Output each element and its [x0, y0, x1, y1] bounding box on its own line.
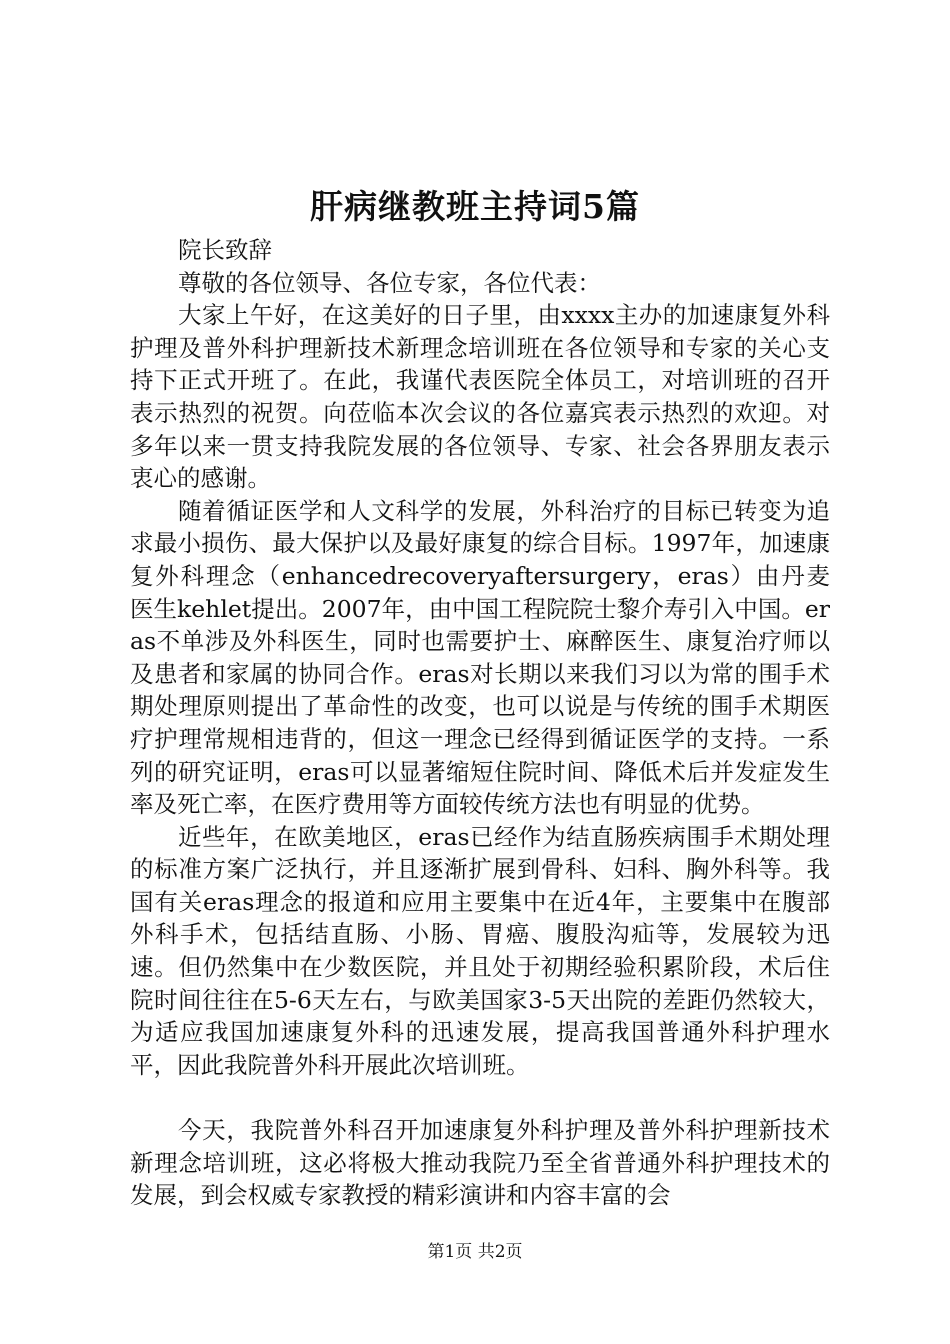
document-body — [130, 234, 830, 1212]
page-footer: 第1页 共2页 — [427, 1242, 523, 1262]
paragraph-greeting-heading: 院长致辞 — [178, 236, 272, 264]
paragraph-opening: 大家上午好，在这美好的日子里，由xxxx主办的加速康复外科护理及普外科护理新技术新理念培训班在各位领导和专家的关心支持下正式开班了。在此，我谨代表医院全体员工，对培训班的召开表示热烈的祝贺。向莅临本次会议的各位嘉宾表示热烈的欢迎。对多年以来一贯支持我院发展的各位领导、专家、社会各界朋友表示衷心的感谢。 — [130, 301, 830, 493]
paragraph-today: 今天，我院普外科召开加速康复外科护理及普外科护理新技术新理念培训班，这必将极大推动我院乃至全省普通外科护理技术的发展，到会权威专家教授的精彩演讲和内容丰富的会 — [130, 1116, 830, 1210]
paragraph-eras-development: 近些年，在欧美地区，eras已经作为结直肠疾病围手术期处理的标准方案广泛执行，并且逐渐扩展到骨科、妇科、胸外科等。我国有关eras理念的报道和应用主要集中在近4年，主要集中在腹部外科手术，包括结直肠、小肠、胃癌、腹股沟疝等，发展较为迅速。但仍然集中在少数医院，并且处于初期经验积累阶段，术后住院时间往往在5-6天左右，与欧美国家3-5天出院的差距仍然较大，为适应我国加速康复外科的迅速发展，提高我国普通外科护理水平，因此我院普外科开展此次培训班。 — [130, 822, 830, 1079]
paragraph-salutation: 尊敬的各位领导、各位专家，各位代表： — [178, 268, 601, 297]
paragraph-eras-background: 随着循证医学和人文科学的发展，外科治疗的目标已转变为追求最小损伤、最大保护以及最好康复的综合目标。1997年，加速康复外科理念（enhancedrecoveryaftersurgery，eras）由丹麦医生kehlet提出。2007年，由中国工程院院士黎介寿引入中国。eras不单涉及外科医生，同时也需要护士、麻醉医生、康复治疗师以及患者和家属的协同合作。eras对长期以来我们习以为常的围手术期处理原则提出了革命性的改变，也可以说是与传统的围手术期医疗护理常规相违背的，但这一理念已经得到循证医学的支持。一系列的研究证明，eras可以显著缩短住院时间、降低术后并发症发生率及死亡率，在医疗费用等方面较传统方法也有明显的优势。 — [130, 496, 830, 819]
document-title: 肝病继教班主持词5篇 — [310, 187, 640, 226]
